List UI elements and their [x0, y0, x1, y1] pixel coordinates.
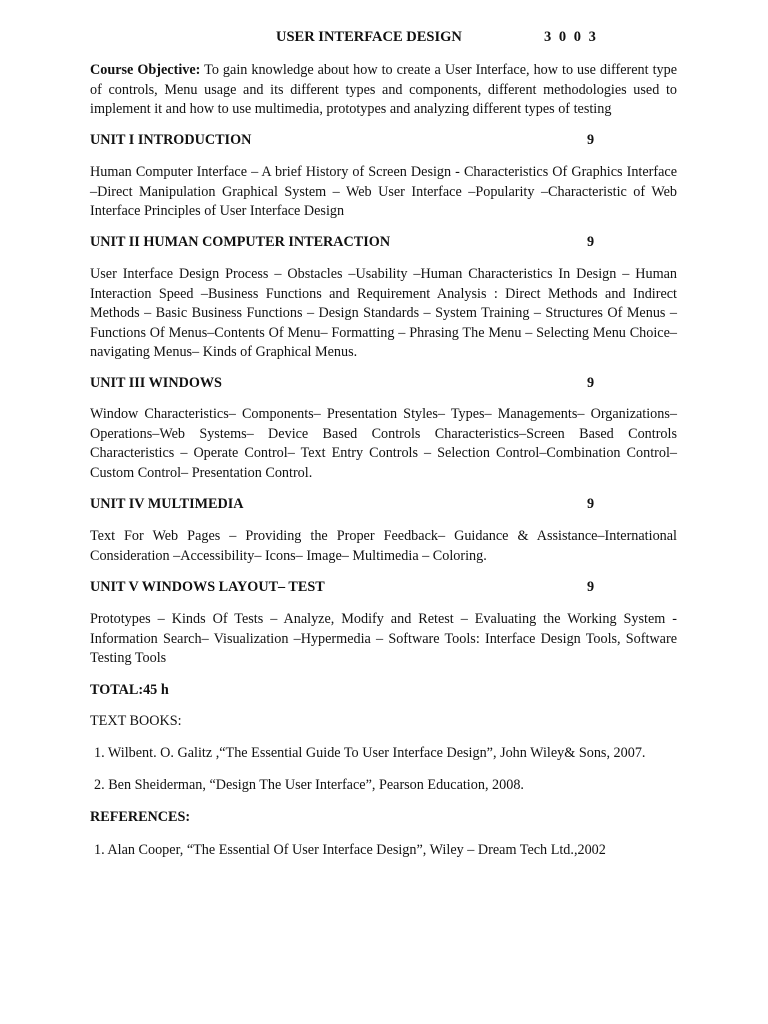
- page-title: USER INTERFACE DESIGN: [276, 29, 462, 45]
- unit-4-heading: [90, 496, 690, 516]
- unit-5-heading: [90, 579, 690, 599]
- total-hours: TOTAL:45 h: [90, 682, 169, 698]
- course-objective-label: Course Objective:: [90, 62, 201, 78]
- unit-5-hours: 9: [587, 579, 595, 595]
- unit-1-heading: [90, 132, 690, 152]
- unit-3-heading: [90, 375, 690, 395]
- unit-4-content: Text For Web Pages – Providing the Proper Feedback– Guidance & Assistance–International Consideration –Accessibility– Icons– Image– Multimedia – Coloring.: [90, 528, 677, 564]
- unit-3-hours: 9: [587, 375, 595, 391]
- unit-4-hours: 9: [587, 496, 595, 512]
- course-objective: [90, 61, 677, 120]
- unit-4-title: UNIT IV MULTIMEDIA: [90, 496, 244, 512]
- unit-3-content: Window Characteristics– Components– Presentation Styles– Types– Managements– Organizations– Operations–Web Systems– Device Based Controls Characteristics–Screen Based Controls Characteristics – Operate Control– Text Entry Controls – Selection Control–Combination Control– Custom Control– Presentation Control.: [90, 406, 677, 481]
- unit-2-title: UNIT II HUMAN COMPUTER INTERACTION: [90, 234, 391, 250]
- references-heading: REFERENCES:: [90, 809, 191, 825]
- unit-3-title: UNIT III WINDOWS: [90, 375, 222, 391]
- unit-2-heading: [90, 234, 690, 254]
- unit-5-title: UNIT V WINDOWS LAYOUT– TEST: [90, 579, 325, 595]
- unit-1-title: UNIT I INTRODUCTION: [90, 132, 252, 148]
- unit-5-content: Prototypes – Kinds Of Tests – Analyze, Modify and Retest – Evaluating the Working System - Information Search– Visualization –Hypermedia – Software Tools: Interface Design Tools, Software Testing Tools: [90, 611, 677, 666]
- unit-2-content: User Interface Design Process – Obstacles –Usability –Human Characteristics In Design – Human Interaction Speed –Business Functions and Requirement Analysis : Direct Methods and Indirect Methods – Basic Business Functions – Design Standards – System Training – Structures Of Menus – Functions Of Menus–Contents Of Menu– Formatting – Phrasing The Menu – Selecting Menu Choice– navigating Menus– Kinds of Graphical Menus.: [90, 266, 677, 360]
- unit-1-content: Human Computer Interface – A brief History of Screen Design - Characteristics Of Graphics Interface –Direct Manipulation Graphical System – Web User Interface –Popularity –Characteristic of Web Interface Principles of User Interface Design: [90, 164, 677, 219]
- text-book-item: 1. Wilbent. O. Galitz ,“The Essential Guide To User Interface Design”, John Wiley& Sons, 2007.: [94, 745, 646, 761]
- course-objective-text: To gain knowledge about how to create a User Interface, how to use different type of controls, Menu usage and its different types and components, different methodologies used to implement it and how to use multimedia, prototypes and analyzing different types of testing: [90, 62, 678, 117]
- unit-2-hours: 9: [587, 234, 595, 250]
- text-book-item: 2. Ben Sheiderman, “Design The User Interface”, Pearson Education, 2008.: [94, 777, 524, 793]
- title-row: [0, 29, 768, 49]
- unit-1-hours: 9: [587, 132, 595, 148]
- text-books-heading: TEXT BOOKS:: [90, 713, 182, 729]
- reference-item: 1. Alan Cooper, “The Essential Of User Interface Design”, Wiley – Dream Tech Ltd.,2002: [94, 842, 606, 858]
- credits-label: 3 0 0 3: [544, 29, 598, 45]
